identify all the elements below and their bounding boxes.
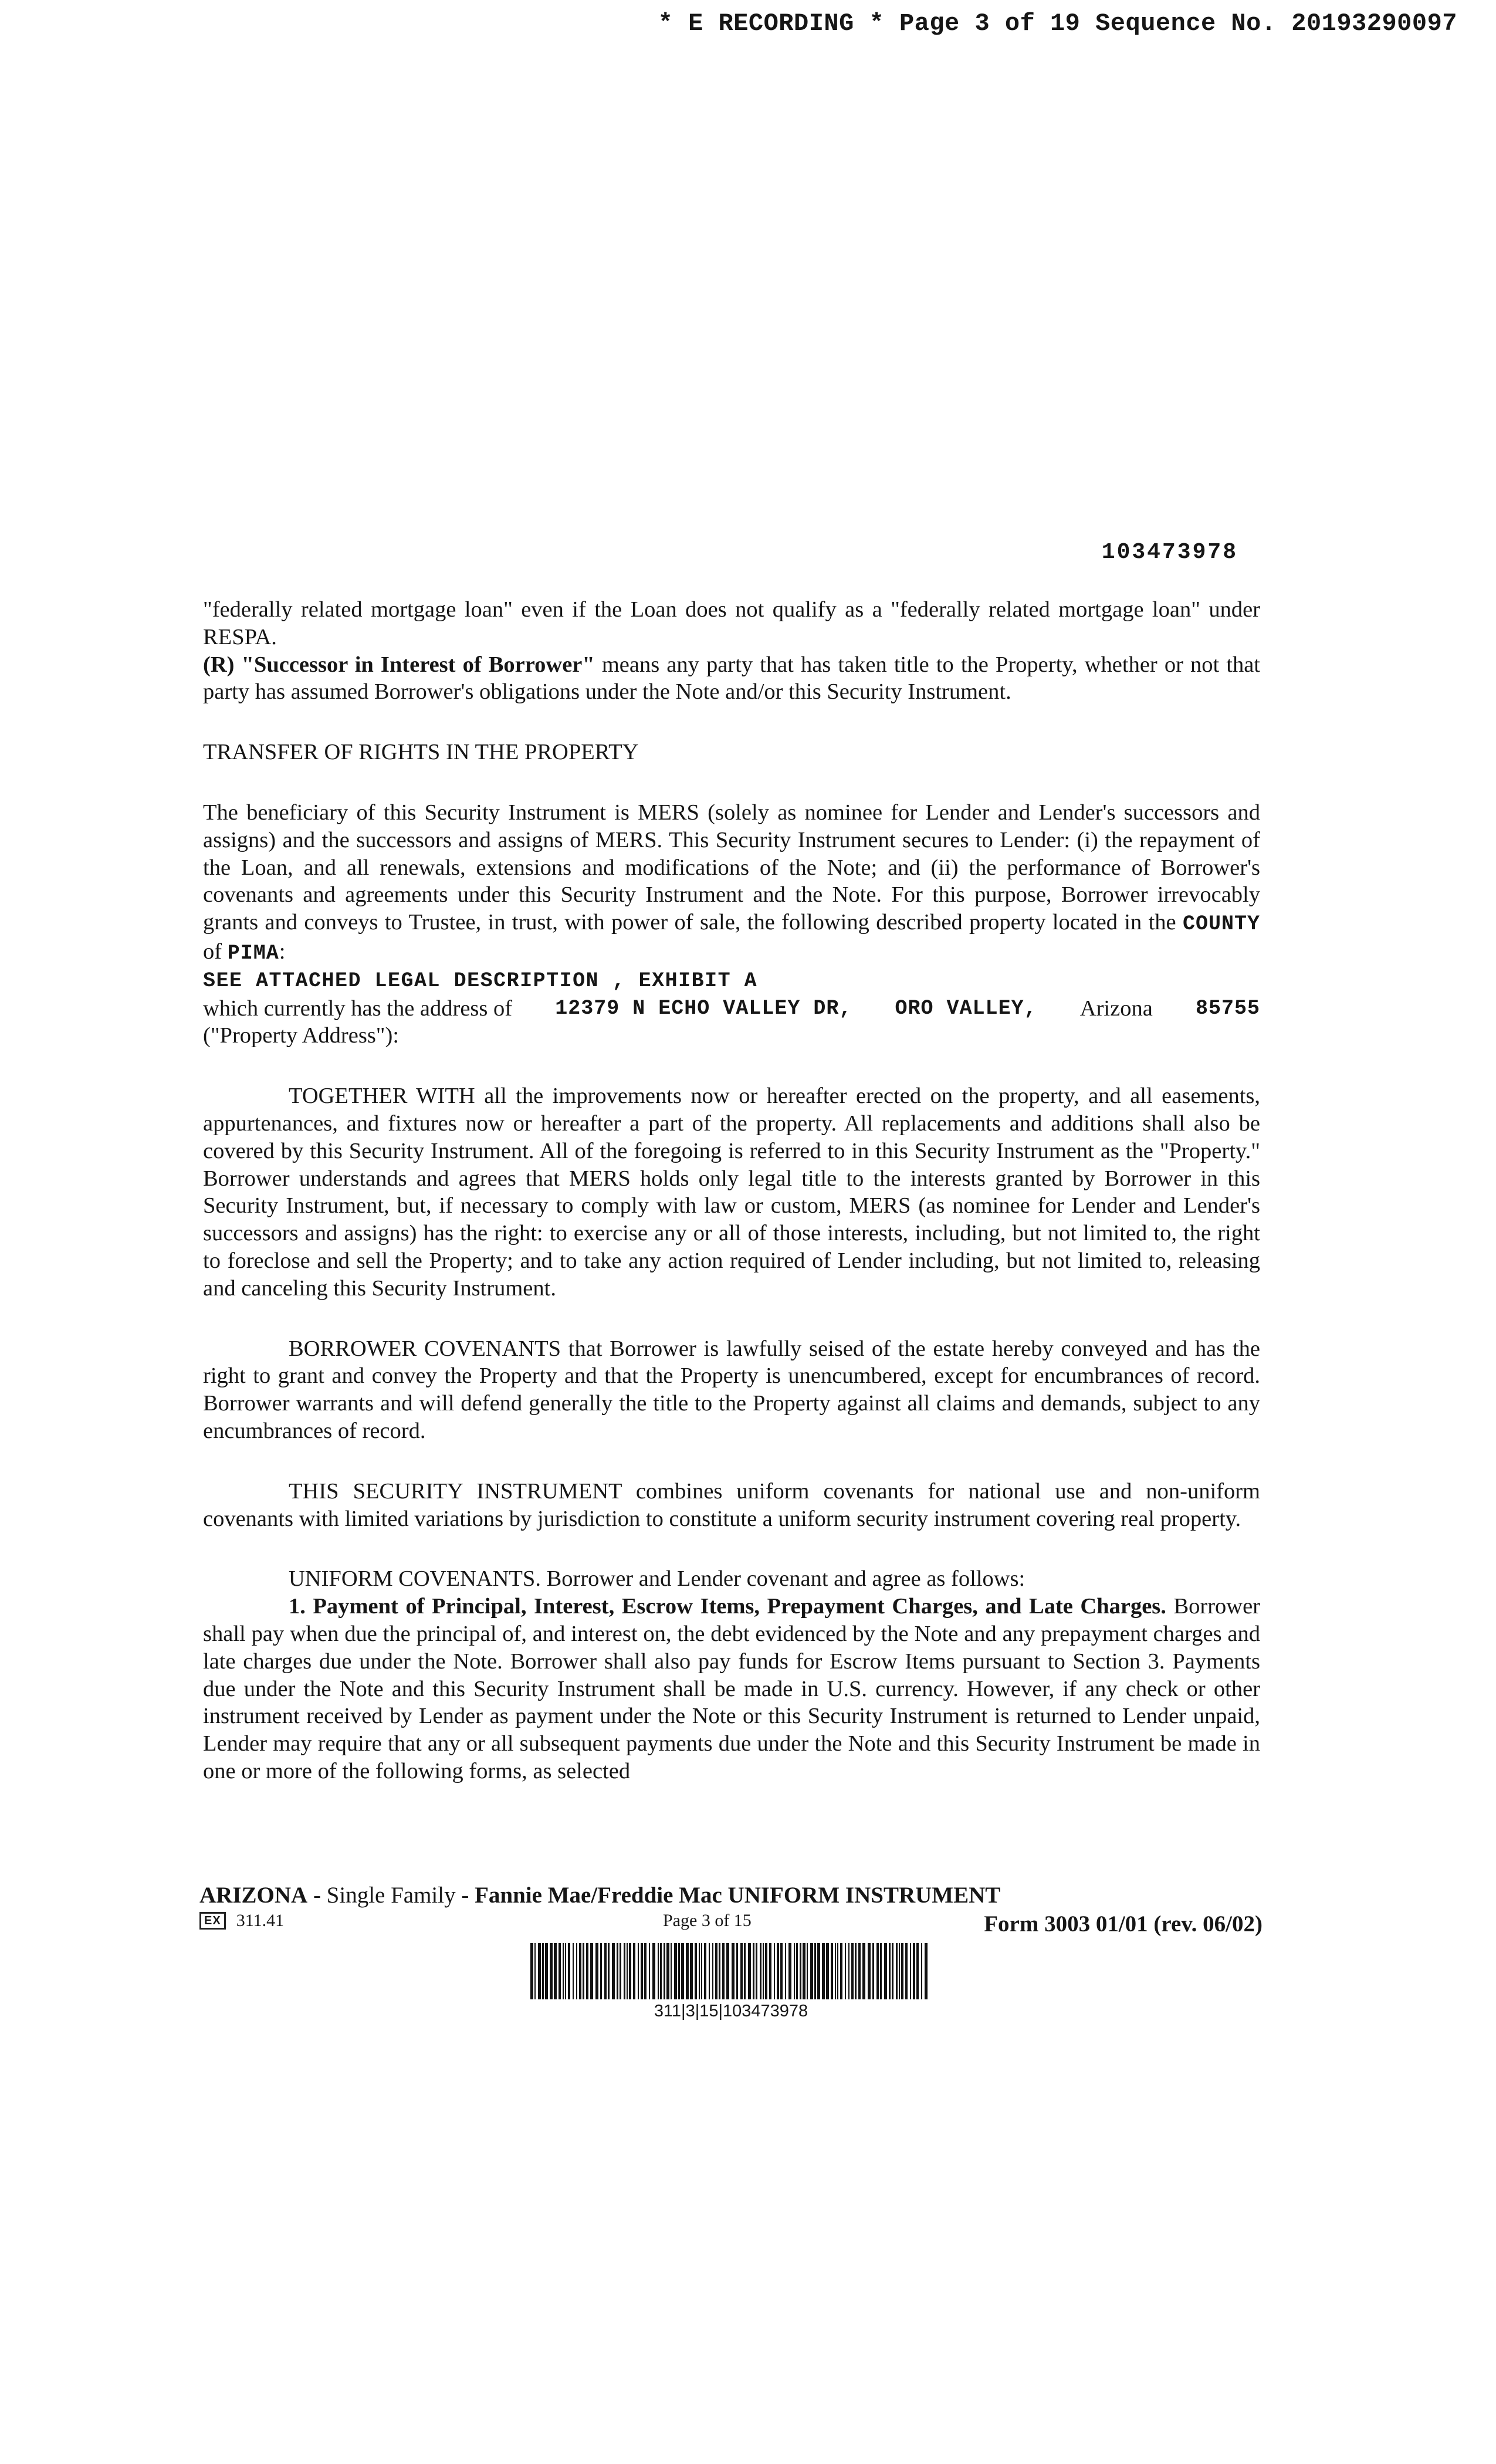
barcode-bar [550, 1943, 553, 1999]
barcode-bar [765, 1943, 767, 1999]
barcode-bar [554, 1943, 557, 1999]
barcode-bar [837, 1943, 838, 1999]
barcode-bar [788, 1943, 791, 1999]
footer-state-rest: - Single Family - [307, 1883, 475, 1908]
barcode-bar [586, 1943, 588, 1999]
barcode-bar [715, 1943, 717, 1999]
transfer-heading: TRANSFER OF RIGHTS IN THE PROPERTY [203, 740, 639, 765]
barcode-bar [583, 1943, 584, 1999]
legal-description: SEE ATTACHED LEGAL DESCRIPTION , EXHIBIT A [203, 969, 758, 993]
transfer-text: The beneficiary of this Security Instrument is MERS (solely as nominee for Lender and Lender's successors and assigns) and the successors and assigns of MERS. This Security Instrument secures to Lender: (i) the repayment of the Loan, and all renewals, extensions and modifications of the Note; and (ii) the performance of Borrower's covenants and agreements under this Security Instrument and the Note. For this purpose, Borrower irrevocably grants and conveys to Trustee, in trust, with power of sale, the following described property located in the [203, 800, 1260, 935]
barcode-bar [855, 1943, 857, 1999]
barcode-bar [769, 1943, 771, 1999]
barcode-bar [910, 1943, 911, 1999]
barcode-bar [925, 1943, 928, 1999]
barcode-bar [872, 1943, 874, 1999]
barcode-bar [678, 1943, 680, 1999]
barcode-bar [652, 1943, 655, 1999]
barcode-bar [542, 1943, 544, 1999]
section-1 [203, 1593, 1260, 1785]
barcode-bar [736, 1943, 738, 1999]
barcode-bar [901, 1943, 903, 1999]
footer-instrument: Fannie Mae/Freddie Mac UNIFORM INSTRUMENT [475, 1883, 1001, 1908]
barcode-bar [876, 1943, 879, 1999]
section-r-label: (R) [203, 652, 235, 677]
barcode-bar [576, 1943, 577, 1999]
footer-form-code-group [199, 1911, 284, 1931]
barcode-bar [612, 1943, 615, 1999]
barcode-bar [545, 1943, 548, 1999]
barcode-bar [822, 1943, 825, 1999]
barcode-bar [851, 1943, 854, 1999]
of-word: of [203, 939, 222, 964]
barcode-bar [671, 1943, 672, 1999]
barcode-bar [814, 1943, 816, 1999]
barcode-bar [638, 1943, 639, 1999]
section-r [203, 651, 1260, 706]
barcode-bar [701, 1943, 702, 1999]
barcode-bar [563, 1943, 564, 1999]
barcode-bar [763, 1943, 764, 1999]
barcode-bar [756, 1943, 757, 1999]
barcode-bar [748, 1943, 751, 1999]
barcode-bar [666, 1943, 669, 1999]
barcode-bar [709, 1943, 710, 1999]
barcode-bar [649, 1943, 650, 1999]
barcode-bar [595, 1943, 598, 1999]
barcode-bar [620, 1943, 621, 1999]
section-r-continuation: "federally related mortgage loan" even if the Loan does not qualify as a "federally related mortgage loan" under RESPA. [203, 597, 1260, 649]
barcode-bar [600, 1943, 602, 1999]
barcode-bar [674, 1943, 677, 1999]
barcode-bar [608, 1943, 610, 1999]
property-address-label: ("Property Address"): [203, 1023, 400, 1048]
barcode-bar [579, 1943, 581, 1999]
footer-state: ARIZONA [199, 1883, 308, 1908]
barcode-bar [681, 1943, 684, 1999]
document-body [203, 596, 1260, 1785]
footer-page-number: Page 3 of 15 [663, 1911, 752, 1930]
barcode-bar [617, 1943, 618, 1999]
barcode-bar [845, 1943, 846, 1999]
barcode-bar [686, 1943, 689, 1999]
barcode-bar [664, 1943, 665, 1999]
barcode-bar [817, 1943, 820, 1999]
barcode-bar [785, 1943, 786, 1999]
barcode-bar [538, 1943, 541, 1999]
barcode-bar [627, 1943, 628, 1999]
barcode-bar [848, 1943, 849, 1999]
address-line [203, 995, 1260, 1023]
barcode-bar [629, 1943, 631, 1999]
loan-number: 103473978 [1101, 540, 1238, 565]
barcode-bar [559, 1943, 561, 1999]
section-r-term: "Successor in Interest of Borrower" [241, 652, 595, 677]
barcode-bar [534, 1943, 536, 1999]
footer-title [199, 1882, 1263, 1908]
section-r-body: means any party that has taken title to the Property, whether or not that party has assumed Borrower's obligations under the Note and/or this Security Instrument. [203, 652, 1261, 705]
barcode-bar [913, 1943, 915, 1999]
address-intro: which currently has the address of [203, 996, 513, 1021]
barcode-bar [690, 1943, 693, 1999]
barcode-bar [892, 1943, 893, 1999]
barcode-bar [624, 1943, 625, 1999]
barcode-bar [719, 1943, 720, 1999]
barcode-bar [899, 1943, 900, 1999]
barcode-bar [530, 1943, 533, 1999]
barcode-bar [803, 1943, 805, 1999]
barcode-bar [658, 1943, 659, 1999]
barcode-bar [695, 1943, 697, 1999]
barcode-bar [831, 1943, 833, 1999]
barcode-bar [565, 1943, 566, 1999]
barcode-bar [840, 1943, 842, 1999]
barcode-bar [641, 1943, 643, 1999]
barcode-bar [704, 1943, 706, 1999]
barcode-bar [916, 1943, 919, 1999]
form-footer [199, 1882, 1263, 1940]
barcode-text: 311|3|15|103473978 [654, 2002, 808, 2020]
barcode-bar [889, 1943, 891, 1999]
recording-header: * E RECORDING * Page 3 of 19 Sequence No. 20193290097 [658, 9, 1457, 38]
footer-form-number: Form 3003 01/01 (rev. 06/02) [984, 1911, 1263, 1937]
barcode-bar [744, 1943, 746, 1999]
barcode-bar [884, 1943, 887, 1999]
barcode-bar [810, 1943, 813, 1999]
street-address: 12379 N ECHO VALLEY DR, [555, 996, 852, 1020]
barcode-bar [660, 1943, 662, 1999]
section-1-body: Borrower shall pay when due the principal of, and interest on, the debt evidenced by the Note and any prepayment charges and late charges due under the Note. Borrower shall also pay funds for Escrow Items pursuant to Section 3. Payments due under the Note and this Security Instrument shall be made in U.S. currency. However, if any check or other instrument received by Lender as payment under the Note or this Security Instrument is returned to Lender unpaid, Lender may require that any or all subsequent payments due under the Note and this Security Instrument be made in one or more of the following forms, as selected [203, 1594, 1261, 1783]
barcode-bar [722, 1943, 725, 1999]
transfer-paragraph: The beneficiary of this Security Instrument is MERS (solely as nominee for Lender and Lender's successors and assigns) and the successors and assigns of MERS. This Security Instrument secures to Lender: (i) the repayment of the Loan, and all renewals, extensions and modifications of the Note; and (ii) the performance of Borrower's covenants and agreements under this Security Instrument and the Note. For this purpose, Borrower irrevocably grants and conveys to Trustee, in trust, with power of sale, the following described property located in the COUNTY of PIMA: [203, 800, 1261, 965]
barcode-bar [726, 1943, 729, 1999]
barcode-bar [633, 1943, 635, 1999]
barcode-bar [896, 1943, 898, 1999]
barcode-bar [796, 1943, 798, 1999]
barcode-bar [568, 1943, 570, 1999]
footer-row [199, 1911, 1263, 1940]
barcode-bar [826, 1943, 829, 1999]
barcode-bar [780, 1943, 783, 1999]
borrower-covenants-paragraph: BORROWER COVENANTS that Borrower is lawfully seised of the estate hereby conveyed and has the right to grant and convey the Property and that the Property is unencumbered, except for encumbrances of record. Borrower warrants and will defend generally the title to the Property against all claims and demands, subject to any encumbrances of record. [203, 1336, 1260, 1443]
city: ORO VALLEY, [895, 996, 1037, 1020]
security-instrument-paragraph: THIS SECURITY INSTRUMENT combines uniform covenants for national use and non-uniform covenants with limited variations by jurisdiction to constitute a uniform security instrument covering real property. [203, 1478, 1260, 1531]
county-name: PIMA [227, 941, 279, 965]
barcode-bar [862, 1943, 865, 1999]
section-1-title: 1. Payment of Principal, Interest, Escrow Items, Prepayment Charges, and Late Charges. [289, 1594, 1166, 1619]
barcode-bar [732, 1943, 735, 1999]
footer-form-code: 311.41 [236, 1911, 285, 1930]
barcode-bar [858, 1943, 861, 1999]
barcode-bar [573, 1943, 574, 1999]
barcode-bar [794, 1943, 795, 1999]
barcode-bar [905, 1943, 908, 1999]
together-with-paragraph: TOGETHER WITH all the improvements now or hereafter erected on the property, and all easements, appurtenances, and fixtures now or hereafter a part of the property. All replacements and additions shall also be covered by this Security Instrument. All of the foregoing is referred to in this Security Instrument as the "Property." Borrower understands and agrees that MERS holds only legal title to the interests granted by Borrower in this Security Instrument, but, if necessary to comply with law or custom, MERS (as nominee for Lender and Lender's successors and assigns) has the right: to exercise any or all of those interests, including, but not limited to, the right to foreclose and sell the Property; and to take any action required of Lender including, but not limited to, releasing and canceling this Security Instrument. [203, 1084, 1260, 1301]
zip-code: 85755 [1195, 996, 1260, 1020]
barcode-bar [868, 1943, 871, 1999]
barcode-bar [835, 1943, 836, 1999]
barcode-bar [740, 1943, 743, 1999]
barcode-bar [590, 1943, 593, 1999]
uniform-covenants-paragraph: UNIFORM COVENANTS. Borrower and Lender covenant and agree as follows: [289, 1566, 1025, 1592]
barcode-bar [800, 1943, 801, 1999]
barcode-bar [774, 1943, 775, 1999]
barcode-bar [699, 1943, 700, 1999]
barcode-icon [530, 1943, 932, 1999]
county-type: COUNTY [1182, 912, 1261, 936]
barcode-bar [604, 1943, 607, 1999]
barcode-bar [807, 1943, 808, 1999]
barcode-bar [753, 1943, 754, 1999]
state: Arizona [1079, 996, 1153, 1021]
barcode-bar [777, 1943, 779, 1999]
barcode-bar [921, 1943, 922, 1999]
barcode-bar [880, 1943, 882, 1999]
barcode-bar [712, 1943, 713, 1999]
barcode-bar [760, 1943, 761, 1999]
barcode-bar [644, 1943, 647, 1999]
ex-logo-icon: EX [199, 1912, 226, 1930]
